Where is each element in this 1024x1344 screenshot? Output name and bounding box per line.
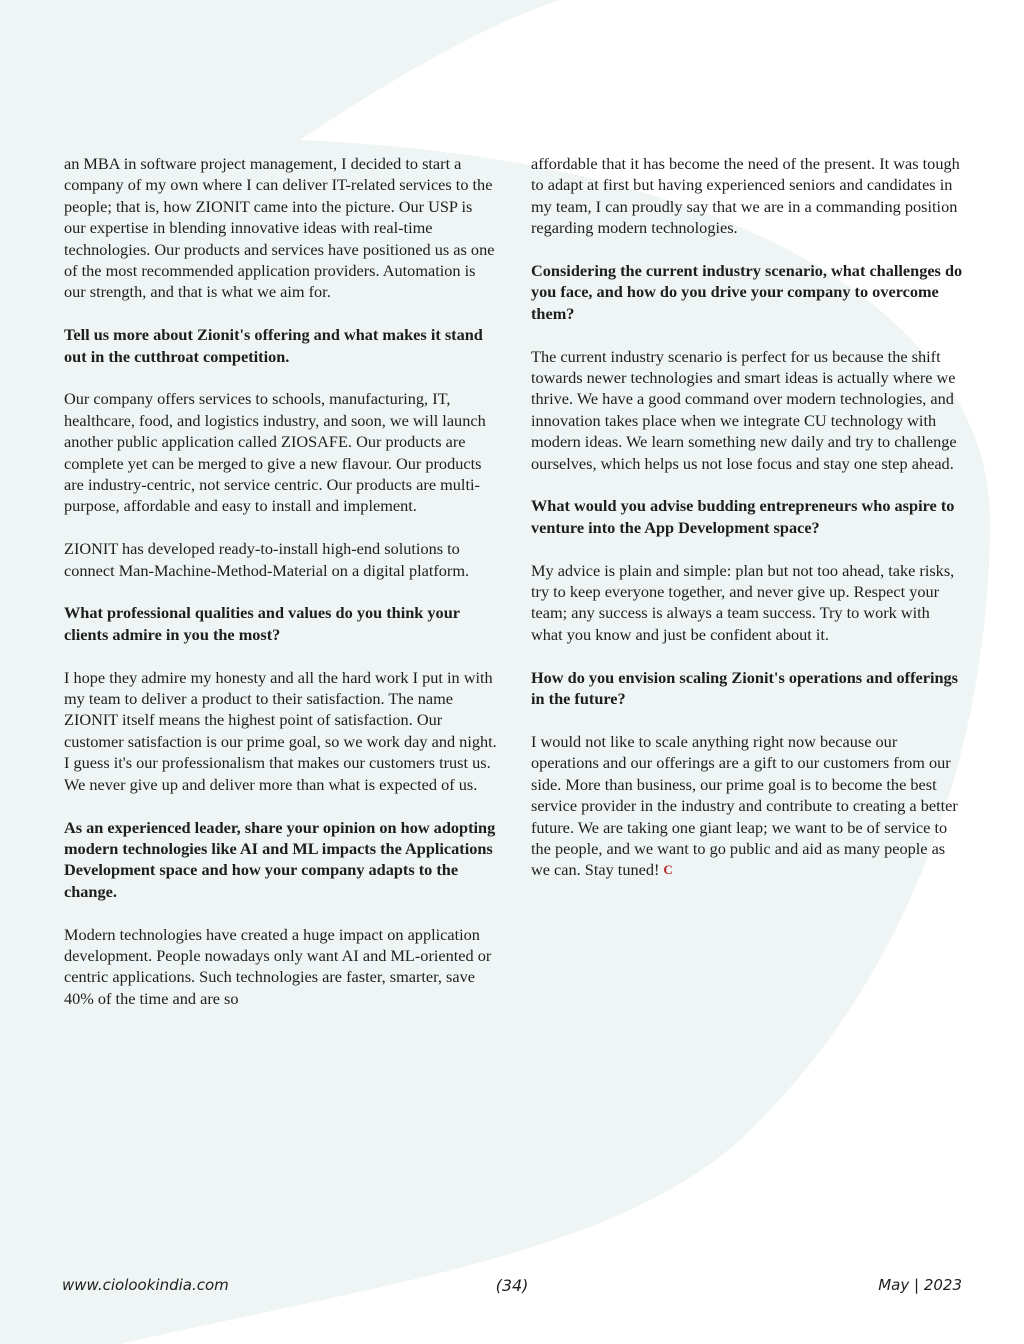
article-paragraph: Modern technologies have created a huge impact on application development. People nowadays only want AI and ML-oriented or centric applications. Such technologies are faster, smarter, save 40% of the time and are so bbox=[64, 924, 492, 1008]
interview-question: What would you advise budding entrepreneurs who aspire to venture into the App Development space? bbox=[531, 496, 955, 537]
closing-paragraph bbox=[531, 731, 965, 881]
article-paragraph: affordable that it has become the need of the present. It was tough to adapt at first but having experienced seniors and candidates in my team, I can proudly say that we are in a commanding position regarding modern technologies. bbox=[531, 154, 960, 238]
article-paragraph: an MBA in software project management, I decided to start a company of my own where I can deliver IT-related services to the people; that is, how ZIONIT came into the picture. Our USP is our expertise in blending innovative ideas with real-time technologies. Our products and services have positioned us as one of the most recommended application providers. Automation is our strength, and that is what we aim for. bbox=[64, 154, 495, 302]
interview-question: As an experienced leader, share your opinion on how adopting modern technologies like AI and ML impacts the Applications Development space and how your company adapts to the change. bbox=[64, 817, 496, 901]
footer-page-number: (34) bbox=[495, 1276, 529, 1295]
article-paragraph: I hope they admire my honesty and all the hard work I put in with my team to deliver a product to their satisfaction. The name ZIONIT itself means the highest point of satisfaction. Our customer satisfaction is our prime goal, so we work day and night. I guess it's our professionalism that makes our customers trust us. We never give up and deliver more than what is expected of us. bbox=[64, 667, 497, 794]
article-paragraph: My advice is plain and simple: plan but not too ahead, take risks, try to keep everyone together, and never give up. Respect your team; any success is always a team success. Try to work with what you know and just be confident about it. bbox=[531, 560, 955, 644]
interview-question: Tell us more about Zionit's offering and what makes it stand out in the cutthroat competition. bbox=[64, 325, 483, 366]
article-paragraph: The current industry scenario is perfect for us because the shift towards newer technologies and smart ideas is actually where we thrive. We have a good command over modern technologies, and innovation takes place when we integrate CU technology with modern ideas. We learn something new daily and try to challenge ourselves, which helps us not lose focus and stay one step ahead. bbox=[531, 346, 957, 473]
footer-website: www.ciolookindia.com bbox=[62, 1276, 229, 1294]
end-of-article-mark-icon: C bbox=[663, 862, 673, 878]
interview-question: Considering the current industry scenario, what challenges do you face, and how do you drive your company to overcome them? bbox=[531, 261, 963, 323]
article-paragraph: ZIONIT has developed ready-to-install high-end solutions to connect Man-Machine-Method-Material on a digital platform. bbox=[64, 539, 470, 580]
right-column bbox=[531, 153, 965, 902]
interview-question: How do you envision scaling Zionit's operations and offerings in the future? bbox=[531, 667, 958, 709]
interview-question: What professional qualities and values do you think your clients admire in you the most? bbox=[64, 603, 460, 644]
left-column bbox=[64, 153, 498, 1031]
article-paragraph: Our company offers services to schools, manufacturing, IT, healthcare, food, and logistics industry, and soon, we will launch another public application called ZIOSAFE. Our products are complete yet can be merged to give a new flavour. Our products are industry-centric, not service centric. Our products are multi-purpose, affordable and easy to install and implement. bbox=[64, 389, 486, 516]
closing-paragraph-text: I would not like to scale anything right now because our operations and our offerings are a gift to our customers from our side. More than business, our prime goal is to become the best service provider in the industry and contribute to creating a better future. We are taking one giant leap; we want to be of service to the people, and we want to go public and aid as many people as we can. Stay tuned! bbox=[531, 731, 958, 880]
page-footer bbox=[62, 1276, 962, 1300]
footer-issue-date: May | 2023 bbox=[878, 1276, 962, 1294]
